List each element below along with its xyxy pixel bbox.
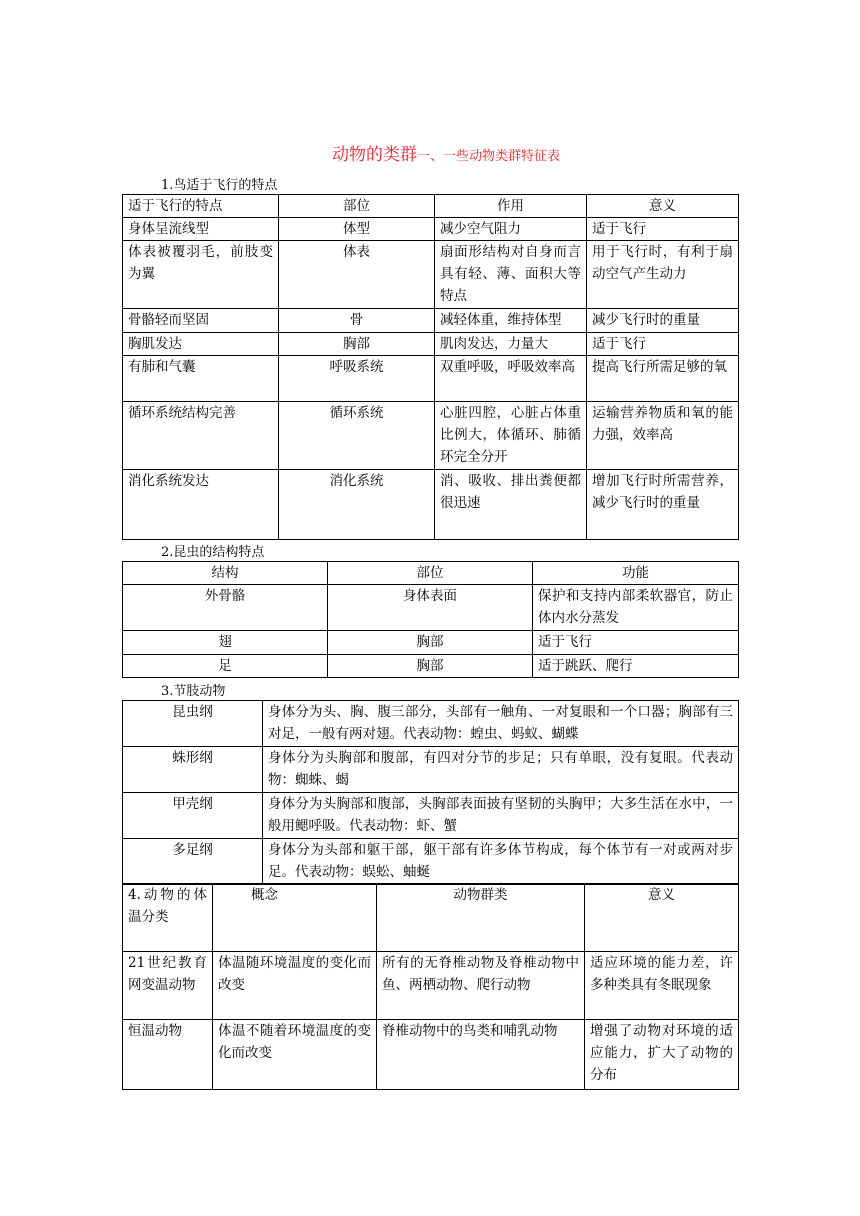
table-cell: 双重呼吸，呼吸效率高	[435, 356, 587, 402]
table-cell: 足	[123, 655, 328, 678]
header-cell: 适于飞行的特点	[123, 195, 279, 218]
table-cell: 身体分为头胸部和腹部，头胸部表面披有坚韧的头胸甲；大多生活在水中，一般用鳃呼吸。代表动物：虾、蟹	[263, 793, 739, 839]
header-cell: 4.动物的体温分类	[123, 884, 213, 952]
table-cell: 适于飞行	[587, 333, 739, 356]
table-cell: 消化系统发达	[123, 470, 279, 540]
table-cell: 肌肉发达，力量大	[435, 333, 587, 356]
section3-label: 3.节肢动物	[161, 684, 226, 699]
table-cell: 提高飞行所需足够的氧	[587, 356, 739, 402]
table-cell: 外骨骼	[123, 585, 328, 631]
title-sub: 一、一些动物类群特征表	[417, 149, 561, 164]
table-cell: 用于飞行时，有利于扇动空气产生动力	[587, 241, 739, 309]
body-temperature-table	[122, 883, 739, 1090]
section1-label: 1.鸟适于飞行的特点	[161, 178, 278, 193]
table-row	[123, 241, 739, 309]
table-row	[123, 952, 739, 1020]
table-row	[123, 701, 739, 747]
table-cell: 胸部	[328, 631, 533, 655]
table-cell: 身体呈流线型	[123, 218, 279, 241]
table-cell: 多足纲	[123, 839, 263, 885]
header-cell: 意义	[585, 884, 739, 952]
table-cell: 有肺和气囊	[123, 356, 279, 402]
table-cell: 减少空气阻力	[435, 218, 587, 241]
arthropod-table	[122, 700, 739, 885]
table-cell: 扇面形结构对自身而言具有轻、薄、面积大等特点	[435, 241, 587, 309]
table-cell: 所有的无脊椎动物及脊椎动物中鱼、两栖动物、爬行动物	[377, 952, 585, 1020]
table-cell: 呼吸系统	[279, 356, 435, 402]
table-row	[123, 655, 739, 678]
table-row	[123, 839, 739, 885]
table-row	[123, 1020, 739, 1090]
header-cell: 动物群类	[377, 884, 585, 952]
table-row	[123, 402, 739, 470]
table-cell: 增加飞行时所需营养，减少飞行时的重量	[587, 470, 739, 540]
table-cell: 适于飞行	[533, 631, 739, 655]
table-cell: 恒温动物	[123, 1020, 213, 1090]
table-cell: 身体分为头部和躯干部，躯干部有许多体节构成，每个体节有一对或两对步足。代表动物：蜈蚣、蚰蜒	[263, 839, 739, 885]
table-row	[123, 218, 739, 241]
document-title	[332, 140, 560, 165]
table-cell: 消、吸收、排出粪便都很迅速	[435, 470, 587, 540]
table-cell: 减少飞行时的重量	[587, 309, 739, 333]
header-cell: 部位	[328, 562, 533, 585]
table-header-row	[123, 884, 739, 952]
section2-label: 2.昆虫的结构特点	[161, 545, 265, 560]
table-cell: 胸部	[279, 333, 435, 356]
table-cell: 运输营养物质和氧的能力强，效率高	[587, 402, 739, 470]
table-cell: 脊椎动物中的鸟类和哺乳动物	[377, 1020, 585, 1090]
header-cell: 概念	[213, 884, 377, 952]
header-cell: 意义	[587, 195, 739, 218]
table-cell: 身体分为头胸部和腹部，有四对分节的步足；只有单眼，没有复眼。代表动物：蜘蛛、蝎	[263, 747, 739, 793]
table-cell: 体温不随着环境温度的变化而改变	[213, 1020, 377, 1090]
table-cell: 身体表面	[328, 585, 533, 631]
table-row	[123, 747, 739, 793]
table-cell: 胸肌发达	[123, 333, 279, 356]
table-cell: 消化系统	[279, 470, 435, 540]
table-cell: 甲壳纲	[123, 793, 263, 839]
table-row	[123, 631, 739, 655]
table-cell: 体表	[279, 241, 435, 309]
table-cell: 适于飞行	[587, 218, 739, 241]
table-cell: 翅	[123, 631, 328, 655]
header-cell: 作用	[435, 195, 587, 218]
table-cell: 增强了动物对环境的适应能力，扩大了动物的分布	[585, 1020, 739, 1090]
header-cell: 结构	[123, 562, 328, 585]
title-main: 动物的类群	[332, 145, 417, 165]
insect-structure-table	[122, 561, 739, 678]
table-header-row	[123, 562, 739, 585]
table-cell: 胸部	[328, 655, 533, 678]
table-cell: 心脏四腔，心脏占体重比例大，体循环、肺循环完全分开	[435, 402, 587, 470]
table-cell: 体表被覆羽毛，前肢变为翼	[123, 241, 279, 309]
header-cell: 功能	[533, 562, 739, 585]
table-cell: 适应环境的能力差，许多种类具有冬眠现象	[585, 952, 739, 1020]
table-cell: 21世纪教育网变温动物	[123, 952, 213, 1020]
table-row	[123, 585, 739, 631]
table-cell: 循环系统	[279, 402, 435, 470]
table-row	[123, 356, 739, 402]
table-cell: 骨骼轻而坚固	[123, 309, 279, 333]
table-cell: 循环系统结构完善	[123, 402, 279, 470]
table-cell: 减轻体重，维持体型	[435, 309, 587, 333]
table-row	[123, 470, 739, 540]
table-row	[123, 309, 739, 333]
table-cell: 身体分为头、胸、腹三部分，头部有一触角、一对复眼和一个口器；胸部有三对足，一般有两对翅。代表动物：蝗虫、蚂蚁、蝴蝶	[263, 701, 739, 747]
table-row	[123, 333, 739, 356]
bird-flight-table	[122, 194, 739, 540]
table-cell: 骨	[279, 309, 435, 333]
table-row	[123, 793, 739, 839]
table-cell: 体型	[279, 218, 435, 241]
table-cell: 昆虫纲	[123, 701, 263, 747]
table-cell: 体温随环境温度的变化而改变	[213, 952, 377, 1020]
table-cell: 蛛形纲	[123, 747, 263, 793]
header-cell: 部位	[279, 195, 435, 218]
table-header-row	[123, 195, 739, 218]
table-cell: 保护和支持内部柔软器官，防止体内水分蒸发	[533, 585, 739, 631]
table-cell: 适于跳跃、爬行	[533, 655, 739, 678]
